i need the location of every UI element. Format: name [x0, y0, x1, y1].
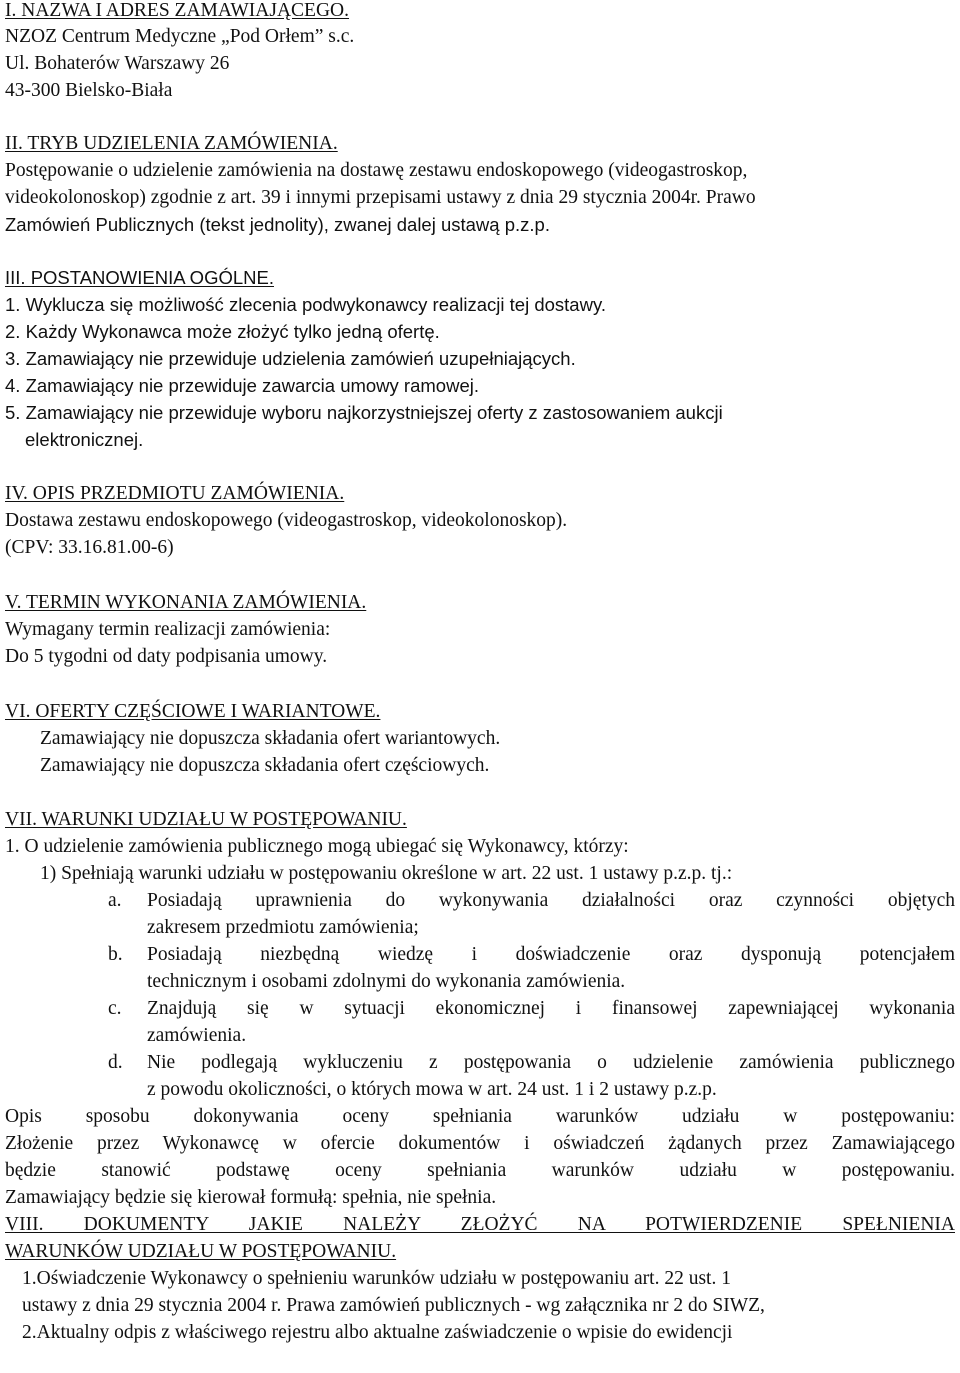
section-8-heading-continuation: WARUNKÓW UDZIAŁU W POSTĘPOWANIU. — [5, 1241, 397, 1262]
section-4-line: Dostawa zestawu endoskopowego (videogastroskop, videokolonoskop). — [5, 510, 568, 531]
condition-text: Znajdują się w sytuacji ekonomicznej i finansowej zapewniającej wykonania — [147, 998, 955, 1019]
condition-text-continuation: z powodu okoliczności, o których mowa w art. 24 ust. 1 i 2 ustawy p.z.p. — [147, 1079, 717, 1100]
section-1-line: Ul. Bohaterów Warszawy 26 — [5, 53, 230, 74]
assessment-paragraph-line: Opis sposobu dokonywania oceny spełniania warunków udziału w postępowaniu: — [5, 1106, 955, 1127]
assessment-paragraph-line: Zamawiający będzie się kierował formułą: spełnia, nie spełnia. — [5, 1187, 497, 1208]
section-1-heading: I. NAZWA I ADRES ZAMAWIAJĄCEGO. — [5, 0, 350, 21]
section-2-line: Postępowanie o udzielenie zamówienia na dostawę zestawu endoskopowego (videogastroskop, — [5, 160, 748, 181]
section-4-heading: IV. OPIS PRZEDMIOTU ZAMÓWIENIA. — [5, 483, 345, 504]
condition-text-continuation: technicznym i osobami zdolnymi do wykonania zamówienia. — [147, 971, 626, 992]
assessment-paragraph-line: Złożenie przez Wykonawcę w ofercie dokumentów i oświadczeń żądanych przez Zamawiającego — [5, 1133, 955, 1154]
section-5-heading: V. TERMIN WYKONANIA ZAMÓWIENIA. — [5, 592, 367, 613]
section-2-heading: II. TRYB UDZIELENIA ZAMÓWIENIA. — [5, 133, 338, 154]
general-provision-item: 4. Zamawiający nie przewiduje zawarcia umowy ramowej. — [5, 375, 479, 396]
assessment-paragraph-line: będzie stanowić podstawę oceny spełniania warunków udziału w postępowaniu. — [5, 1160, 955, 1181]
document-list-item-continuation: ustawy z dnia 29 stycznia 2004 r. Prawa zamówień publicznych - wg załącznika nr 2 do SIWZ, — [22, 1295, 765, 1316]
section-7-heading: VII. WARUNKI UDZIAŁU W POSTĘPOWANIU. — [5, 809, 407, 830]
condition-text-continuation: zakresem przedmiotu zamówienia; — [147, 917, 419, 938]
condition-letter: b. — [108, 944, 123, 965]
condition-text: Nie podlegają wykluczeniu z postępowania o udzielenie zamówienia publicznego — [147, 1052, 955, 1073]
section-6-line: Zamawiający nie dopuszcza składania ofert wariantowych. — [40, 728, 501, 749]
condition-text: Posiadają uprawnienia do wykonywania działalności oraz czynności objętych — [147, 890, 955, 911]
section-4-cpv: (CPV: 33.16.81.00-6) — [5, 537, 174, 558]
general-provision-item: 3. Zamawiający nie przewiduje udzielenia zamówień uzupełniających. — [5, 348, 576, 369]
section-7-intro: 1. O udzielenie zamówienia publicznego mogą ubiegać się Wykonawcy, którzy: — [5, 836, 629, 857]
section-8-heading: VIII. DOKUMENTY JAKIE NALEŻY ZŁOŻYĆ NA POTWIERDZENIE SPEŁNIENIA — [5, 1214, 955, 1235]
section-6-heading: VI. OFERTY CZĘŚCIOWE I WARIANTOWE. — [5, 701, 381, 722]
condition-text: Posiadają niezbędną wiedzę i doświadczenie oraz dysponują potencjałem — [147, 944, 955, 965]
section-2-line: videokolonoskop) zgodnie z art. 39 i innymi przepisami ustawy z dnia 29 stycznia 2004r. Prawo — [5, 187, 756, 208]
condition-letter: c. — [108, 998, 122, 1019]
document-list-item: 1.Oświadczenie Wykonawcy o spełnieniu warunków udziału w postępowaniu art. 22 ust. 1 — [22, 1268, 731, 1289]
section-3-heading: III. POSTANOWIENIA OGÓLNE. — [5, 267, 274, 288]
section-7-subpoint: 1) Spełniają warunki udziału w postępowaniu określone w art. 22 ust. 1 ustawy p.z.p. tj.: — [40, 863, 733, 884]
section-6-line: Zamawiający nie dopuszcza składania ofert częściowych. — [40, 755, 490, 776]
general-provision-item: 5. Zamawiający nie przewiduje wyboru najkorzystniejszej oferty z zastosowaniem aukcji — [5, 402, 723, 423]
section-1-line: 43-300 Bielsko-Biała — [5, 80, 173, 101]
section-1-line: NZOZ Centrum Medyczne „Pod Orłem” s.c. — [5, 26, 355, 47]
section-2-line: Zamówień Publicznych (tekst jednolity), zwanej dalej ustawą p.z.p. — [5, 214, 550, 235]
document-list-item: 2.Aktualny odpis z właściwego rejestru albo aktualne zaświadczenie o wpisie do ewidencji — [22, 1322, 733, 1343]
general-provision-item: 2. Każdy Wykonawca może złożyć tylko jedną ofertę. — [5, 321, 440, 342]
general-provision-item: 1. Wyklucza się możliwość zlecenia podwykonawcy realizacji tej dostawy. — [5, 294, 606, 315]
section-5-line: Do 5 tygodni od daty podpisania umowy. — [5, 646, 328, 667]
condition-text-continuation: zamówienia. — [147, 1025, 247, 1046]
general-provision-item-continuation: elektronicznej. — [25, 429, 144, 450]
condition-letter: a. — [108, 890, 122, 911]
section-5-line: Wymagany termin realizacji zamówienia: — [5, 619, 331, 640]
condition-letter: d. — [108, 1052, 123, 1073]
